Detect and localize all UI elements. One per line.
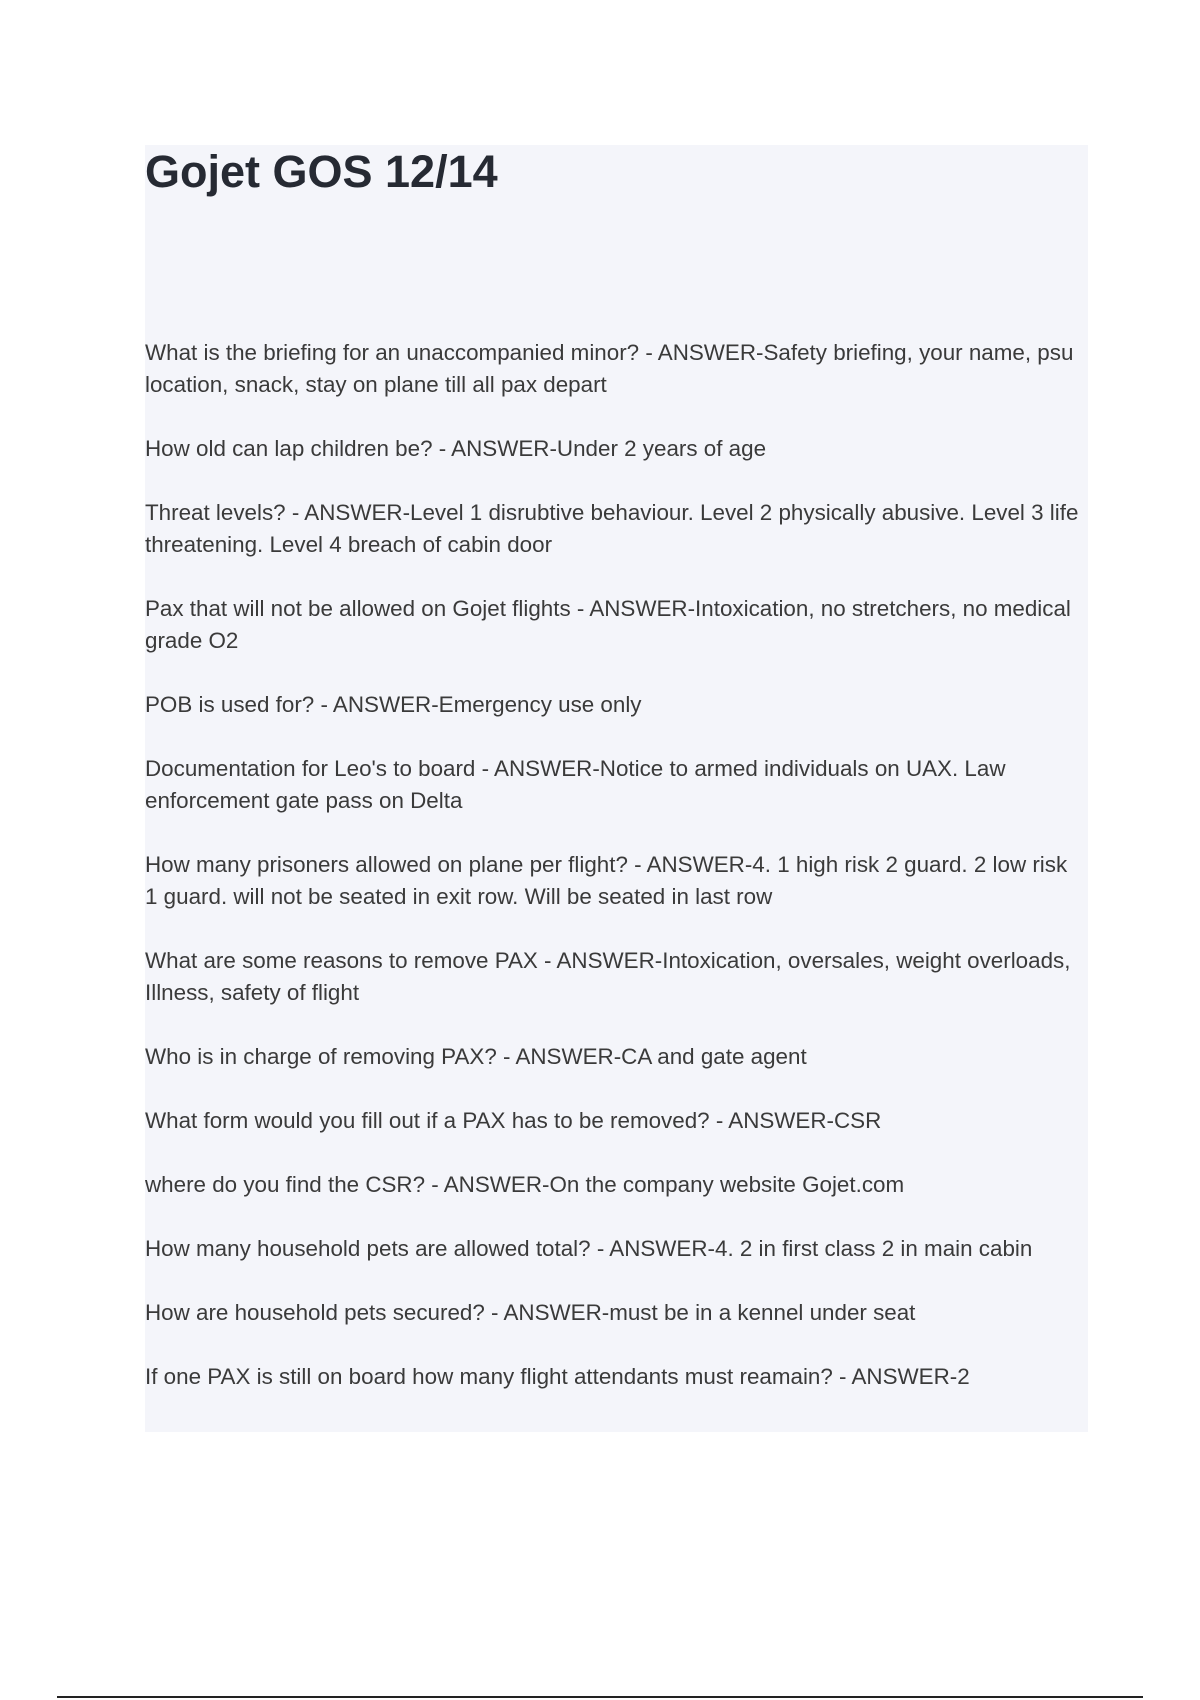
qa-item: POB is used for? - ANSWER-Emergency use only <box>145 692 642 717</box>
qa-item: How many household pets are allowed total? - ANSWER-4. 2 in first class 2 in main cabin <box>145 1236 1033 1261</box>
qa-item: Who is in charge of removing PAX? - ANSWER-CA and gate agent <box>145 1044 807 1069</box>
qa-item: What are some reasons to remove PAX - ANSWER-Intoxication, oversales, weight overloads, Illness, safety of flight <box>145 948 1071 1005</box>
qa-list <box>145 337 1085 1425</box>
qa-item: Threat levels? - ANSWER-Level 1 disrubtive behaviour. Level 2 physically abusive. Level 3 life threatening. Level 4 breach of cabin door <box>145 500 1079 557</box>
qa-item: How many prisoners allowed on plane per flight? - ANSWER-4. 1 high risk 2 guard. 2 low risk 1 guard. will not be seated in exit row. Will be seated in last row <box>145 852 1068 909</box>
qa-item: How old can lap children be? - ANSWER-Under 2 years of age <box>145 436 767 461</box>
qa-item: If one PAX is still on board how many flight attendants must reamain? - ANSWER-2 <box>145 1364 970 1389</box>
document-title: Gojet GOS 12/14 <box>145 146 498 197</box>
qa-item: Documentation for Leo's to board - ANSWER-Notice to armed individuals on UAX. Law enforcement gate pass on Delta <box>145 756 1006 813</box>
qa-item: What form would you fill out if a PAX has to be removed? - ANSWER-CSR <box>145 1108 882 1133</box>
qa-item: Pax that will not be allowed on Gojet flights - ANSWER-Intoxication, no stretchers, no medical grade O2 <box>145 596 1071 653</box>
footer-divider <box>57 1696 1143 1698</box>
qa-item: where do you find the CSR? - ANSWER-On the company website Gojet.com <box>145 1172 905 1197</box>
qa-item: What is the briefing for an unaccompanied minor? - ANSWER-Safety briefing, your name, psu location, snack, stay on plane till all pax depart <box>145 340 1074 397</box>
qa-item: How are household pets secured? - ANSWER-must be in a kennel under seat <box>145 1300 916 1325</box>
